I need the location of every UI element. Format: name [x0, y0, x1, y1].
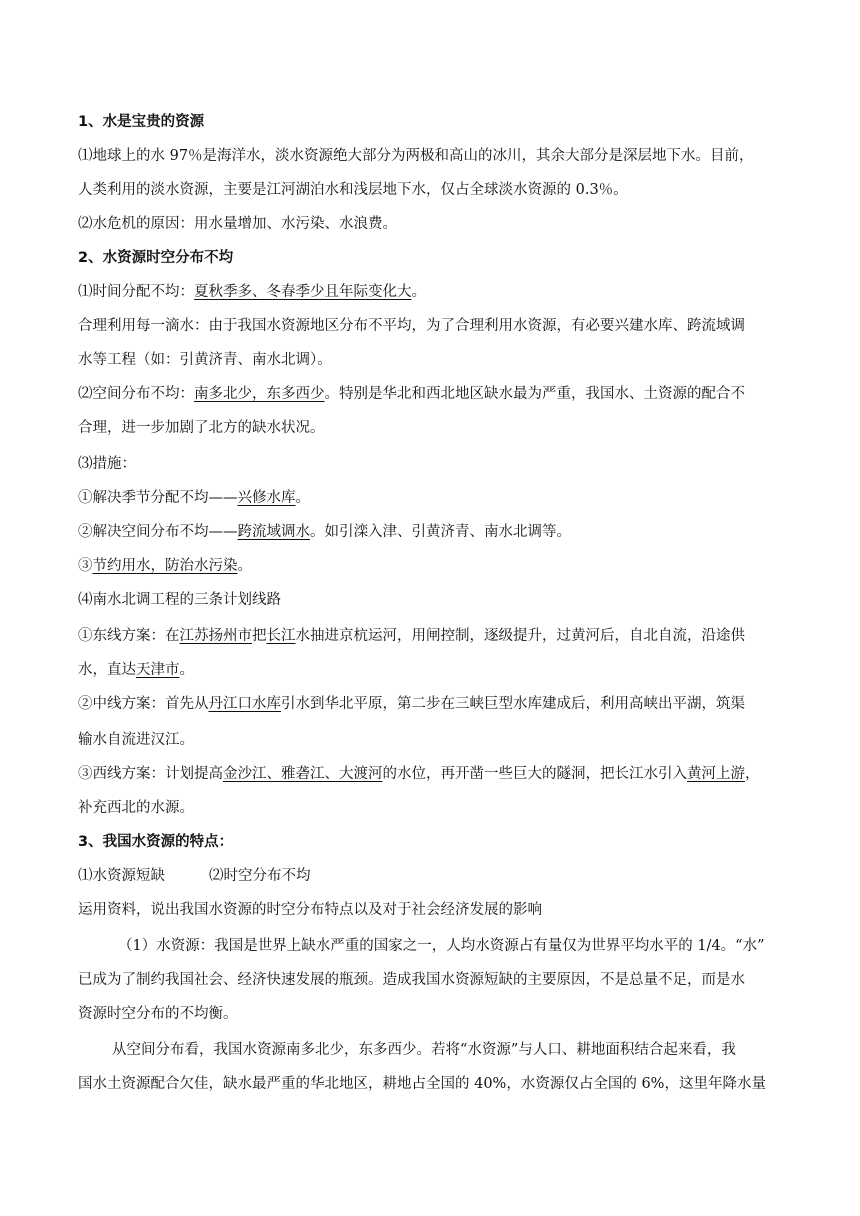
underlined-term: 节约用水，防治水污染 — [92, 558, 238, 574]
paragraph-line — [78, 764, 788, 784]
paragraph-line: 人类利用的淡水资源，主要是江河湖泊水和浅层地下水，仅占全球淡水资源的 0.3％。 — [78, 182, 628, 198]
paragraph-line: 合理利用每一滴水：由于我国水资源地区分布不平均，为了合理利用水资源，有必要兴建水库、跨流域调 — [78, 318, 745, 334]
paragraph-line: 资源时空分布的不均衡。 — [78, 1006, 238, 1022]
underlined-term: 江苏扬州市 — [179, 628, 252, 644]
underlined-term: 丹江口水库 — [208, 696, 281, 712]
text-run: 水，直达 — [78, 662, 136, 678]
text-run: ， — [745, 766, 760, 782]
paragraph-line — [78, 694, 788, 714]
paragraph-line: ⑴地球上的水 97％是海洋水，淡水资源绝大部分为两极和高山的冰川，其余大部分是深层地下水。目前， — [78, 148, 754, 164]
section-1-heading: 1、水是宝贵的资源 — [78, 114, 205, 130]
text-run: 。 — [411, 284, 426, 300]
paragraph-line: ⑵水危机的原因：用水量增加、水污染、水浪费。 — [78, 216, 397, 232]
section-2-heading: 2、水资源时空分布不均 — [78, 250, 234, 266]
paragraph-line: （1）水资源：我国是世界上缺水严重的国家之一，人均水资源占有量仅为世界平均水平的 1/4。“水” — [118, 938, 765, 954]
text-run: ③西线方案：计划提高 — [78, 766, 223, 782]
paragraph-line — [78, 384, 788, 404]
underlined-term: 跨流域调水 — [237, 524, 310, 540]
text-run: ⑴时间分配不均： — [78, 284, 194, 300]
section-3-heading: 3、我国水资源的特点： — [78, 834, 234, 850]
text-run: 。 — [179, 662, 194, 678]
paragraph-line: 国水土资源配合欠佳，缺水最严重的华北地区，耕地占全国的 40%，水资源仅占全国的 6%，这里年降水量 — [78, 1076, 766, 1092]
paragraph-line: 从空间分布看，我国水资源南多北少，东多西少。若将“水资源”与人口、耕地面积结合起来看，我 — [112, 1042, 736, 1058]
paragraph-line: 输水自流进汉江。 — [78, 732, 194, 748]
paragraph-line: ⑷南水北调工程的三条计划线路 — [78, 592, 281, 608]
underlined-term: 长江 — [266, 628, 296, 644]
paragraph-line: 合理，进一步加剧了北方的缺水状况。 — [78, 420, 325, 436]
paragraph-line: 已成为了制约我国社会、经济快速发展的瓶颈。造成我国水资源短缺的主要原因，不是总量不足，而是水 — [78, 972, 745, 988]
text-run: ⑵时空分布不均 — [209, 868, 311, 884]
text-run: ⑴水资源短缺 — [78, 868, 165, 884]
underlined-term: 天津市 — [136, 662, 180, 678]
text-run: ②解决空间分布不均—— — [78, 524, 238, 540]
paragraph-line: 补充西北的水源。 — [78, 800, 194, 816]
text-run: ①东线方案：在 — [78, 628, 180, 644]
text-run: 。 — [295, 490, 310, 506]
paragraph-line: 运用资料，说出我国水资源的时空分布特点以及对于社会经济发展的影响 — [78, 902, 542, 918]
underlined-term: 夏秋季多、冬春季少且年际变化大 — [194, 284, 412, 300]
text-run: 。特别是华北和西北地区缺水最为严重，我国水、土资源的配合不 — [324, 386, 745, 402]
paragraph-line — [78, 556, 788, 576]
text-run: 的水位，再开凿一些巨大的隧洞，把长江水引入 — [382, 766, 687, 782]
underlined-term: 南多北少，东多西少 — [194, 386, 325, 402]
text-run: 。如引滦入津、引黄济青、南水北调等。 — [310, 524, 571, 540]
text-run: 引水到华北平原，第二步在三峡巨型水库建成后，利用高峡出平湖，筑渠 — [281, 696, 745, 712]
underlined-term: 金沙江、雅砻江、大渡河 — [223, 766, 383, 782]
text-run: ③ — [78, 558, 93, 574]
text-run: 把 — [252, 628, 267, 644]
paragraph-line — [78, 660, 788, 680]
text-run: ⑵空间分布不均： — [78, 386, 194, 402]
paragraph-line — [78, 626, 788, 646]
paragraph-line — [78, 866, 788, 886]
paragraph-line — [78, 282, 788, 302]
underlined-term: 兴修水库 — [237, 490, 296, 506]
text-run: 。 — [237, 558, 252, 574]
text-run: 水抽进京杭运河，用闸控制，逐级提升，过黄河后，自北自流，沿途供 — [295, 628, 745, 644]
paragraph-line — [78, 488, 788, 508]
paragraph-line — [78, 522, 788, 542]
underlined-term: 黄河上游 — [687, 766, 745, 782]
paragraph-line: 水等工程（如：引黄济青、南水北调）。 — [78, 352, 332, 368]
paragraph-line: ⑶措施： — [78, 456, 136, 472]
text-run: ①解决季节分配不均—— — [78, 490, 238, 506]
text-run: ②中线方案：首先从 — [78, 696, 209, 712]
